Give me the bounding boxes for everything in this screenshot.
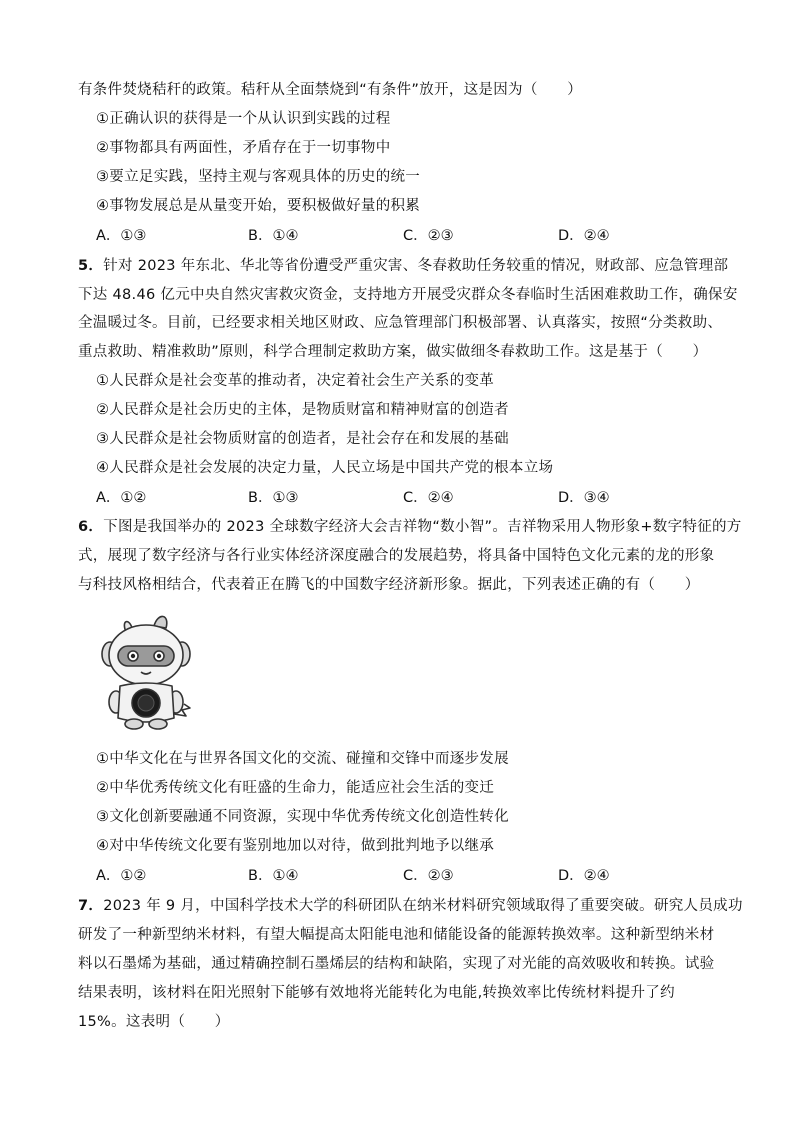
q6-choice-c: C．②③ [403, 868, 454, 884]
q5-option-1: ①人民群众是社会变革的推动者，决定着社会生产关系的变革 [96, 373, 495, 389]
q7-stem-line-1 [78, 896, 743, 916]
q4-choice-a: A．①③ [96, 228, 147, 244]
left-foot [125, 719, 143, 729]
q5-option-3: ③人民群众是社会物质财富的创造者，是社会存在和发展的基础 [96, 431, 509, 447]
q4-option-3: ③要立足实践，坚持主观与客观具体的历史的统一 [96, 169, 421, 185]
q7-stem-line-2: 研发了一种新型纳米材料，有望大幅提高太阳能电池和储能设备的能源转换效率。这种新型纳米材 [78, 927, 715, 943]
q6-choice-b: B．①④ [248, 868, 299, 884]
q5-choice-b: B．①③ [248, 490, 299, 506]
q7-stem-line-5: 15%。这表明（ ） [78, 1014, 230, 1030]
q7-number: 7． [78, 898, 104, 914]
q4-choice-b: B．①④ [248, 228, 299, 244]
q6-stem-text: 下图是我国举办的 2023 全球数字经济大会吉祥物“数小智”。吉祥物采用人物形象+数字特征的方 [103, 519, 742, 535]
q4-option-2: ②事物都具有两面性，矛盾存在于一切事物中 [96, 140, 391, 156]
q7-stem-line-3: 料以石墨烯为基础，通过精确控制石墨烯层的结构和缺陷，实现了对光能的高效吸收和转换。试验 [78, 956, 715, 972]
q7-stem-line-4: 结果表明，该材料在阳光照射下能够有效地将光能转化为电能,转换效率比传统材料提升了约 [78, 985, 675, 1001]
q6-stem-line-3: 与科技风格相结合，代表着正在腾飞的中国数字经济新形象。据此，下列表述正确的有（ ） [78, 577, 700, 593]
q5-number: 5． [78, 258, 104, 274]
q4-option-4: ④事物发展总是从量变开始，要积极做好量的积累 [96, 198, 421, 214]
q5-stem-text: 针对 2023 年东北、华北等省份遭受严重灾害、冬春救助任务较重的情况，财政部、应急管理部 [103, 258, 729, 274]
visor [118, 646, 174, 666]
q5-choice-d: D．③④ [558, 490, 610, 506]
q6-option-1: ①中华文化在与世界各国文化的交流、碰撞和交锋中而逐步发展 [96, 751, 509, 767]
q4-option-1: ①正确认识的获得是一个从认识到实践的过程 [96, 111, 391, 127]
q5-choice-a: A．①② [96, 490, 147, 506]
q6-number: 6． [78, 519, 104, 535]
q5-choice-c: C．②④ [403, 490, 454, 506]
q4-choice-c: C．②③ [403, 228, 454, 244]
q6-choice-d: D．②④ [558, 868, 610, 884]
right-foot [149, 719, 167, 729]
q6-stem-line-1 [78, 517, 742, 537]
q6-stem-line-2: 式，展现了数字经济与各行业实体经济深度融合的发展趋势，将具备中国特色文化元素的龙的形象 [78, 548, 715, 564]
q5-option-4: ④人民群众是社会发展的决定力量，人民立场是中国共产党的根本立场 [96, 460, 554, 476]
q6-option-3: ③文化创新要融通不同资源，实现中华优秀传统文化创造性转化 [96, 809, 509, 825]
q5-stem-line-1 [78, 256, 728, 276]
q6-option-2: ②中华优秀传统文化有旺盛的生命力，能适应社会生活的变迁 [96, 780, 495, 796]
q5-option-2: ②人民群众是社会历史的主体，是物质财富和精神财富的创造者 [96, 402, 509, 418]
mascot-image [96, 610, 196, 736]
q5-stem-line-2: 下达 48.46 亿元中央自然灾害救灾资金，支持地方开展受灾群众冬春临时生活困难救助工作，确保安 [78, 287, 738, 303]
q6-option-4: ④对中华传统文化要有鉴别地加以对待，做到批判地予以继承 [96, 838, 495, 854]
q5-stem-line-3: 全温暖过冬。目前，已经要求相关地区财政、应急管理部门积极部署、认真落实，按照“分类救助、 [78, 315, 723, 331]
q4-choice-d: D．②④ [558, 228, 610, 244]
q7-stem-text: 2023 年 9 月，中国科学技术大学的科研团队在纳米材料研究领域取得了重要突破。研究人员成功 [103, 898, 743, 914]
q5-stem-line-4: 重点救助、精准救助”原则，科学合理制定救助方案，做实做细冬春救助工作。这是基于（ ） [78, 344, 708, 360]
q6-choice-a: A．①② [96, 868, 147, 884]
q4-stem: 有条件焚烧秸秆的政策。秸秆从全面禁烧到“有条件”放开，这是因为（ ） [78, 82, 583, 98]
